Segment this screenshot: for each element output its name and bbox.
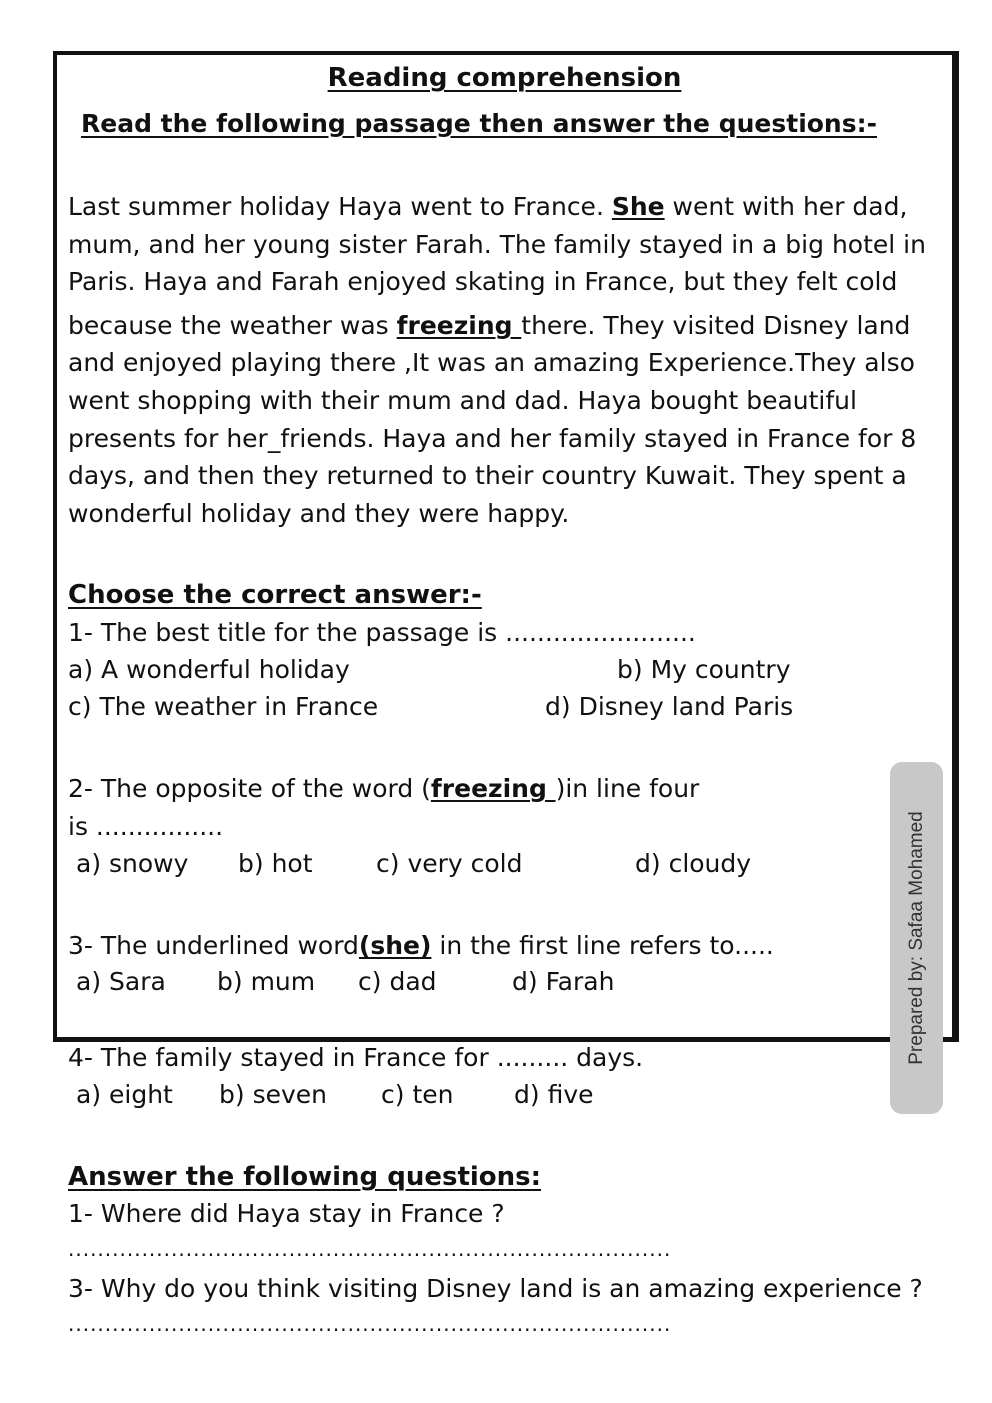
question-text-part: 2- The opposite of the word (	[68, 774, 431, 803]
option-a[interactable]: a) A wonderful holiday	[68, 655, 350, 684]
author-watermark: Prepared by: Safaa Mohamed	[905, 811, 927, 1065]
option-b[interactable]: b) hot	[238, 849, 313, 878]
option-c[interactable]: c) dad	[358, 967, 437, 996]
passage-text: there. They visited Disney land	[521, 311, 911, 340]
option-a[interactable]: a) snowy	[76, 849, 189, 878]
passage-text: Last summer holiday Haya went to France.	[68, 192, 612, 221]
passage-line-6: went shopping with their mum and dad. Haya bought beautiful	[68, 386, 857, 415]
passage-line-9: wonderful holiday and they were happy.	[68, 499, 570, 528]
passage-line-3: Paris. Haya and Farah enjoyed skating in France, but they felt cold	[68, 267, 898, 296]
option-a[interactable]: a) Sara	[76, 967, 166, 996]
option-c[interactable]: c) The weather in France	[68, 692, 379, 721]
passage-line-4	[68, 310, 910, 342]
underlined-word-she: She	[611, 192, 665, 221]
answer-line-3[interactable]: ..................................................................................	[68, 1312, 672, 1336]
option-c[interactable]: c) very cold	[376, 849, 523, 878]
instruction: Read the following passage then answer the questions:-	[81, 109, 877, 138]
passage-text: went with her dad,	[664, 192, 908, 221]
passage-text: because the weather was	[68, 311, 397, 340]
option-b[interactable]: b) My country	[617, 655, 791, 684]
passage-line-1	[68, 191, 907, 223]
underlined-word-freezing: freezing	[396, 311, 522, 340]
option-d[interactable]: d) Disney land Paris	[545, 692, 794, 721]
section-heading-choose: Choose the correct answer:-	[68, 580, 482, 610]
question-text: 4- The family stayed in France for ......... days.	[68, 1043, 644, 1072]
option-b[interactable]: b) seven	[219, 1080, 327, 1109]
section-heading-answer: Answer the following questions:	[68, 1162, 542, 1192]
option-b[interactable]: b) mum	[217, 967, 316, 996]
question-text	[68, 930, 774, 962]
underlined-word-she: (she)	[358, 931, 432, 960]
passage-line-8: days, and then they returned to their country Kuwait. They spent a	[68, 461, 907, 490]
page-title: Reading comprehension	[327, 63, 682, 93]
question-text-part: )in line four	[555, 774, 700, 803]
option-a[interactable]: a) eight	[76, 1080, 173, 1109]
question-text-part: in the first line refers to.....	[431, 931, 774, 960]
worksheet-frame	[53, 51, 959, 1336]
answer-line-1[interactable]: ..................................................................................	[68, 1237, 672, 1261]
open-question-1: 1- Where did Haya stay in France ?	[68, 1199, 505, 1228]
underlined-word-freezing: freezing	[430, 774, 556, 803]
question-text: 1- The best title for the passage is ........................	[68, 618, 696, 647]
option-c[interactable]: c) ten	[381, 1080, 454, 1109]
question-text-continued: is ................	[68, 812, 224, 841]
author-tab	[890, 762, 943, 1114]
passage-line-2: mum, and her young sister Farah. The family stayed in a big hotel in	[68, 230, 926, 259]
passage-line-5: and enjoyed playing there ,It was an amazing Experience.They also	[68, 348, 915, 377]
option-d[interactable]: d) cloudy	[635, 849, 752, 878]
option-d[interactable]: d) five	[514, 1080, 594, 1109]
passage-line-7: presents for her_friends. Haya and her family stayed in France for 8	[68, 424, 917, 453]
question-text	[68, 773, 699, 805]
option-d[interactable]: d) Farah	[512, 967, 615, 996]
open-question-3: 3- Why do you think visiting Disney land is an amazing experience ?	[68, 1274, 923, 1303]
question-text-part: 3- The underlined word	[68, 931, 359, 960]
